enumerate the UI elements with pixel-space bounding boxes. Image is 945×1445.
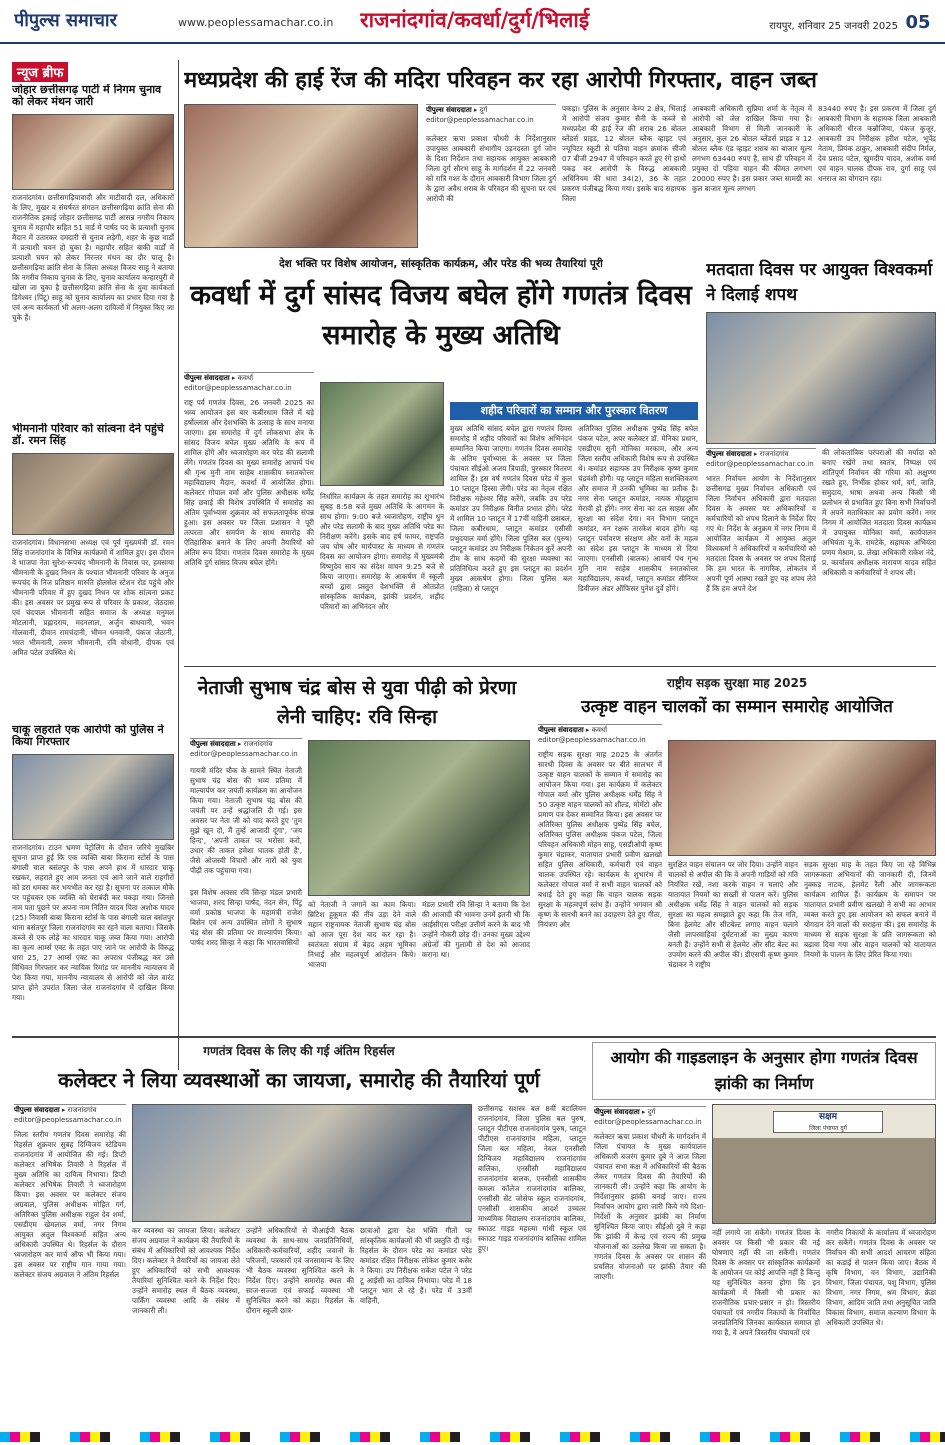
tableau-photo — [712, 1104, 936, 1224]
lead-col2: पकड़ा। पुलिस के अनुसार केम्प 2 क्षेत्र, भिलाई में आरोपी संजय कुमार सैनी के कब्जे से मध्यप्रदेश की हाई रेंज की शराब 26 बोतल ब्लेंडर्स प्राइड, 12 बोतल ब्लैक व्हाइट एवं ज्यूपिटर स्कूटी से पतिया वाहन क्रमांक सीजी 07 बीजी 2947 में परिवहन करते हुए रंगे हाथों पकड़ कर आरोपी के विरुद्ध आबकारी अधिनियम की धारा 34(2), 36 के तहत प्रकरण पंजीबद्ध किया गया। इसके बाद सहायक जिला — [562, 104, 686, 203]
netaji-photo — [308, 740, 530, 896]
brief2-photo — [12, 453, 174, 535]
brief1-title: जोहार छत्तीसगढ़ पार्टी में निगम चुनाव को लेकर मंथन जारी — [12, 84, 162, 109]
page-number: 05 — [905, 12, 931, 33]
voter-photo — [706, 312, 936, 444]
rehearsal-col5: छत्तीसगढ़ सशस्त्र बल 8वीं बटालियन राजनांदगांव, जिला पुलिस बल पुरुष, प्लाटून पीटीएस राजनांदगांव पुरुष, प्लाटून पीटीएस राजनांदगांव महिला, प्लाटून जिला बल महिला, नेवल एनसीसी दिग्विजय महाविद्यालय राजनांदगांव बालिका, एनसीसी महाविद्यालय राजनांदगांव बालक, एनसीसी शासकीय कमला कॉलेज राजनांदगांव बालिका, एनसीसी सेंट जोसेफ स्कूल राजनांदगांव, एनसीसी शासकीय आदर्श उच्चतर माध्यमिक विद्यालय राजनांदगांव बालिका, स्काउट गाइड महात्मा गांधी स्कूल एवं स्काउट गाइड राजनांदगांव बालिका शामिल हुए। — [478, 1104, 586, 1253]
road-headline: उत्कृष्ट वाहन चालकों का सम्मान समारोह आयोजित — [581, 697, 893, 717]
rehearsal-headline: कलेक्टर ने लिया व्यवस्थाओं का जायजा, समारोह की तैयारियां पूर्ण — [58, 1068, 540, 1092]
site-url: www.peoplessamachar.co.in — [178, 16, 334, 29]
road-photo — [668, 740, 936, 856]
color-registration-bar — [0, 1432, 945, 1442]
kawardha-subhead: शहीद परिवारों का सम्मान और पुरस्कार वितरण — [450, 402, 698, 420]
voter-col1: भारत निर्वाचन आयोग के निर्देशानुसार छत्तीसगढ़ मुख्य निर्वाचन अधिकारी एवं जिला निर्वाचन अधिकारी द्वारा मतदाता दिवस के अवसर पर अधिकारियों व कर्मचारियों को शपथ दिलाने के निर्देश दिए गए थे। निर्देश के अनुक्रम में नगर निगम में आयोजित कार्यक्रम में आयुक्त अतुल विश्वकर्मा ने अधिकारियों व कर्मचारियों को मतदाता दिवस के अवसर पर शपथ दिलाई कि हम भारत के नागरिक, लोकतंत्र में अपनी पूर्ण आस्था रखते हुए यह शपथ लेते हैं कि हम अपने देश — [706, 474, 816, 593]
rehearsal-col2: कर व्यवस्था का जायजा लिया। कलेक्टर संजय अग्रवाल ने कार्यक्रम की तैयारियों के संबंध में अधिकारियों को आवश्यक निर्देश दिए। कलेक्टर ने तैयारियों का जायजा लेते हुए अधिकारियों को सभी आवश्यक तैयारियां सुनिश्चित करने के निर्देश दिए। उन्होंने समारोह स्थल में बैठक व्यवस्था, पार्किंग व्यवस्था आदि के संबंध में जानकारी ली। — [132, 1226, 240, 1315]
netaji-headline: नेताजी सुभाष चंद्र बोस से युवा पीढ़ी को प्रेरणा लेनी चाहिए: रवि सिन्हा — [197, 677, 517, 728]
rehearsal-photo — [132, 1104, 472, 1222]
kawardha-col3: मुख्य अतिथि सांसद बघेल द्वारा गणतंत्र दिवस समारोह में शहीद परिवारों का विशेष अभिनंदन सम्मानित किया जाएगा। गणतंत्र दिवस समारोह के अंतिम पूर्वाभ्यास के अवसर पर जिला पंचायत सीईओ अजय त्रिपाठी, पुरस्कार वितरण शामिल हैं। इस वर्ष गणतंत्र दिवस परेड में कुल 10 प्लाटून हिस्सा लेंगी। परेड का नेतृत्व रक्षित निरीक्षक महेश्वर सिंह करेंगे, जबकि उप परेड कमांडर उप निरीक्षक विनीत प्रभात होंगे। परेड में शामिल 10 प्लाटून में 17वीं वाहिनी छसबल, जिला कबीरधाम, प्लाटून कमांडर एसीसी प्रभुदयाल वर्मा होंगे। जिला पुलिस बल (पुरुष) प्लाटून कमांडर उप निरीक्षक निकेतन कुर्रे अपनी टीम के साथ कदमों की सुरक्षा व्यवस्था का प्रतिनिधित्व करते हुए इस प्लाटून का प्रदर्शन मुख्य आकर्षण होगा। जिला पुलिस बल (महिला) से प्लाटून — [450, 424, 572, 593]
lead-byline: पीपुल्स संवाददाता ▸ दुर्ग editor@peoplessamachar.co.in — [426, 104, 556, 125]
brief3-title: चाकू लहराते एक आरोपी को पुलिस ने किया गिरफ्तार — [12, 724, 164, 749]
brief2-body: राजनांदगांव। विधानसभा अध्यक्ष एवं पूर्व मुख्यमंत्री डॉ. रमन सिंह राजनांदगांव के विभिन्न कार्यक्रमों में शामिल हुए। इस दौरान वे भाजपा नेता सुरेश-रूपचंद भीमनानी के निवास पर, हमसाया भीमनानी के दुखद निधन के पश्चात भीमनानी परिवार के अनुज रूपचंद के निज प्रतिष्ठान मारुति होलसेल स्टेशन रोड पहुंचे और भीमनानी परिवार में हुए दुखद निधन पर शोक सांत्वना प्रकट की। इस अवसर पर प्रमुख रूप से परिवार के प्रकाश, जेठदास एवं चंदपाल भीमनानी सहित समाज के अध्यक्ष मनुमल मोटलानी, प्रह्लादराय, मदनलाल, अर्जुन बाधवानी, भवन गोलवानी, दीवान रामचंदानी, भीमन धनवानी, पंकज जेठानी, भरत भीमनानी, तरुण भीमनानी, रवि वोधानी, दीपक एवं अमित पटेल उपस्थित थे। — [12, 538, 174, 657]
brand-logo — [14, 6, 164, 36]
netaji-col1: गायत्री मंदिर चौक के सामने स्थित नेताजी सुभाष चंद्र बोस की भव्य प्रतिमा में माल्यार्पण कर जयंती कार्यक्रम का आयोजन किया गया। नेताजी सुभाष चंद्र बोस की जयंती पर उन्हें श्रद्धांजलि दी गई। इस अवसर पर नेता जी को याद करते हुए 'तुम मुझे खून दो, मैं तुम्हें आजादी दूंगा', 'जय हिन्द', 'अपनी ताकत पर भरोसा करो, उधार की ताकत हमेशा घातक होती है', जैसे ओजस्वी विचारों और नारों को युवा पीढ़ी तक पहुंचाया गया। — [190, 766, 302, 875]
brief3-body: राजनांदगांव। टाउन भ्रमण पेट्रोलिंग के दौरान जरिये मुखबिर सूचना प्राप्त हुई कि एक व्यक्ति बाबा किराना स्टोर्स के पास बंगाली चाल बसंतपुर के पास अपने हाथ में धारदार चाकू रखकर, लहराते हुए आम जनता एवं आने जाने वाले राहगीरों को डरा धमका कर भयभीत कर रहा है। सूचना पर तत्काल मौके पर पहुंचकर एक व्यक्ति को घेराबंदी कर पकड़ा गया। जिनसे नाम पता पूछने पर अपना नाम नितिन यादव पिता अशोक यादव (25) निवासी बाबा किराना स्टोर्स के पास बंगाली चाल बसंतपुर थाना बसंतपुर जिला राजनांदगांव का रहने वाला बताया। जिसके कब्जे से एक लोहे का धारदार चाकू जब्त किया गया। आरोपी का कृत्य आर्म्स एक्ट के तहत पाए जाने पर आरोपी के विरुद्ध धारा 25, 27 आर्म्स एक्ट का अपराध पंजीबद्ध कर उसे विधिवत गिरफ्तार कर न्यायिक रिमांड पर माननीय न्यायालय में पेश किया गया, माननीय न्यायालय से आरोपी को जेल वारंट प्राप्त होने उपरांत जिला जेल राजनांदगांव में दाखिल किया गया। — [12, 843, 174, 1002]
brief-column — [12, 62, 174, 1082]
kawardha-col4: अतिरिक्त पुलिस अधीक्षक पुष्पेंद्र सिंह बघेल पंकज पटेल, अपर कलेक्टर डॉ. मेनिका प्रधान, एसडीएम सुनी मोनिका मरकाम, और अन्य जिला स्तरीय अधिकारी विशेष रूप से उपस्थित थे। कमांडर सहायक उप निरीक्षक कृष्ण कुमार चंद्रवंशी होंगी। यह प्लाटून महिला सशक्तिकरण और समाज में उनकी भूमिका का प्रतीक है। नगर सेना प्लाटून कमांडर, नायक मोहदूराम मेरावी हो होंगे। नगर सेना का दल साहस और सुरक्षा का संदेश देगा। वन विभाग प्लाटून कमांडर, वन रक्षक तारकेश बादव होंगे। यह प्लाटून पर्यावरण संरक्षण और वनों के महत्व का संदेश इस प्लाटून के माध्यम से दिया जाएगा। एनसीसी (बालक) आचार्य पंथ गृन्ध मुनि नाम साहेब शासकीय स्नातकोत्तर महाविद्यालय, कवर्धा, प्लाटून कमांडर सीनियर डिवीजन अंडर ऑफिसर पुनेश दुर्वे होंगे। — [578, 424, 698, 593]
road-kicker: राष्ट्रीय सड़क सुरक्षा माह 2025 — [666, 676, 808, 690]
col-divider — [178, 60, 179, 1070]
voter-col2: की लोकतांत्रिक परंपराओं की मर्यादा को बनाए रखेंगे तथा स्वतंत्र, निष्पक्ष एवं शांतिपूर्ण निर्वाचन की गरिमा को अक्षुण्ण रखते हुए, निर्भीक होकर धर्म, वर्ग, जाति, समुदाय, भाषा अथवा अन्य किसी भी प्रलोभन से प्रभावित हुए बिना सभी निर्वाचनों में अपने मताधिकार का प्रयोग करेंगे। नगर निगम में आयोजित मतदाता दिवस कार्यक्रम में उपायुक्त मोनिका वर्मा, कार्यपालन अभियंता यू.के. रामटेके, सहायक अभियंता प्रणय मेश्राम, प्र. लेखा अधिकारी राकेश नंदे, प्र. कार्यालय अधीक्षक नारायण यादव सहित अधिकारी व कर्मचारियों ने शपथ ली। — [822, 448, 936, 577]
rehearsal-col3: उन्होंने अधिकारियों से वीआईपी बैठक व्यवस्था के साथ-साथ जनप्रतिनिधियों, अधिकारी-कर्मचारियों, शहीद जवानों के परिजनों, पत्रकारों एवं जनसामान्य के लिए भी बैठक व्यवस्था सुनिश्चित करने के निर्देश दिए। उन्होंने समारोह स्थल की साज-सज्जा एवं सफाई व्यवस्था भी सुनिश्चित करने को कहा। रिहर्सल के दौरान स्कूली छात्र- — [246, 1226, 354, 1315]
brief3-photo — [12, 754, 174, 840]
lead-col3: आबकारी अधिकारी सुप्रिया शर्मा के नेतृत्व में आरोपी को जेल दाखिल किया गया है। आबकारी विभाग से मिली जानकारी के अनुसार, कुल 26 बोतल ब्लेंडर्स प्राइड व 12 बोतल ब्लैक एंड व्हाइट शराब का बाजार मूल्य लगभग 63440 रुपए है, साथ ही परिवहन में प्रयुक्त दो पहिया वाहन की कीमत लगभग 20000 रुपए है। इस प्रकार जब्त सामग्री का कुल बाजार मूल्य लगभग — [692, 104, 812, 193]
lead-photo — [184, 104, 418, 248]
rehearsal-byline: पीपुल्स संवाददाता ▸ राजनांदगांव editor@peoplessamachar.co.in — [14, 1104, 126, 1125]
tableau-col1: कलेक्टर ऋचा प्रकाश चौधरी के मार्गदर्शन में जिला पंचायत के मुख्य कार्यपालन अधिकारी बजरंग कुमार दुबे ने आज जिला पंचायत सभा कक्ष में अधिकारियों की बैठक लेकर गणतंत्र दिवस की तैयारियों की जानकारी ली। उन्होंने कहा कि आयोग के निर्देशानुसार झांकी बनाई जाए। राज्य निर्वाचन आयोग द्वारा जारी किये गये दिशा-निर्देशों के अनुसार झांकी का निर्माण सुनिश्चित किया जाए। सीईओ दुबे ने कहा कि झांकी में केन्द्र एवं राज्य की प्रमुख योजनाओं का उल्लेख किया जा सकता है। गणतंत्र दिवस के अवसर पर शासन की प्रचलित योजनाओं पर झांकी तैयार की जाएगी। — [594, 1132, 706, 1281]
lead-col4: 83440 रुपए है। इस प्रकरण में जिला दुर्ग आबकारी विभाग के सहायक जिला आबकारी अधिकारी धीरज कन्नौजिया, पंकज कुजूर, आबकारी उप निरीक्षक हरीश पटेल, भूपेंद्र नेताम, प्रियंक ठाकुर, आबकारी संदीप निर्मल, देव प्रसाद पटेल, खुमदीप यादव, अशोक वर्मा एवं वाहन चालक दीपक राव, दुर्गा साहू एवं धनराज का योगदान रहा। — [818, 104, 936, 183]
kawardha-col1: राष्ट्र पर्व गणतंत्र दिवस, 26 जनवरी 2025 का भव्य आयोजन इस बार कबीरधाम जिले में बड़े हर्षोल्लास और देशभक्ति के उत्साह के साथ मनाया जाएगा। इस समारोह में दुर्ग लोकसभा क्षेत्र के सांसद विजय बघेल मुख्य अतिथि के रूप में शामिल होंगे और ध्वजारोहण कर परेड की सलामी लेंगे। गणतंत्र दिवस का मुख्य समारोह आचार्य पंथ श्री गृन्ध मुनी नाम साहेब शासकीय स्नातकोत्तर महाविद्यालय मैदान, कवर्धा में आयोजित होगा। कलेक्टर गोपाल वर्मा और पुलिस अधीक्षक धर्मेंद्र सिंह छवाई की विशेष उपस्थिति में समारोह का अंतिम पूर्वाभ्यास शुक्रवार को सफलतापूर्वक संपन्न हुआ। इस अवसर पर जिला प्रशासन ने पूरी तत्परता और समर्पण के साथ समारोह की ऐतिहासिक बनाने के लिए अपनी तैयारियों को अंतिम रूप दिया। गणतंत्र दिवस समारोह के मुख्य अतिथि दुर्ग सांसद विजय बघेल होंगे। — [184, 398, 314, 567]
tableau-headline-box — [592, 1042, 936, 1100]
road-col1: राष्ट्रीय सड़क सुरक्षा माह 2025 के अंतर्गत सारथी दिवस के अवसर पर बीते सालभर में उत्कृष्ट वाहन चालकों के सम्मान में समारोह का आयोजन किया गया। इस कार्यक्रम में कलेक्टर गोपाल वर्मा और पुलिस अधीक्षक धर्मेंद्र सिंह ने 50 उत्कृष्ट वाहन चालकों को शील्ड, मोमेंटो और प्रमाण पत्र देकर सम्मानित किया। इस अवसर पर अतिरिक्त पुलिस अधीक्षक पुष्पेंद्र सिंह बघेल, अतिरिक्त पुलिस अधीक्षक पंकज पटेल, जिला परिवहन अधिकारी मोहन साहू, एसडीओपी कृष्ण कुमार चंद्राकर, यातायात प्रभारी प्रवीण खलखो सहित पुलिस अधिकारी, कर्मचारी एवं वाहन चालक उपस्थित रहे। कार्यक्रम के शुभारंभ में कलेक्टर गोपाल वर्मा ने सभी वाहन चालकों को बधाई देते हुए कहा कि वाहन चालक सड़क सुरक्षा के महत्वपूर्ण स्तंभ हैं। उन्होंने भगवान श्री कृष्ण के सारथी बनने का उदाहरण देते हुए गीता, नियंत्रण और — [538, 750, 662, 929]
rehearsal-kicker: गणतंत्र दिवस के लिए की गई अंतिम रिहर्सल — [203, 1044, 395, 1058]
rehearsal-col1: जिला स्तरीय गणतंत्र दिवस समारोह की रिहर्सल शुक्रवार सुबह दिग्विजय स्टेडियम राजनांदगांव में आयोजित की गई। डिप्टी कलेक्टर अभिषेक तिवारी ने रिहर्सल में मुख्य अतिथि का दायित्व निभाया। डिप्टी कलेक्टर अभिषेक तिवारी ने ध्वजारोहण किया। इस अवसर पर कलेक्टर संजय अग्रवाल, पुलिस अधीक्षक मोहित गर्ग, अतिरिक्त पुलिस अधीक्षक राहुल देव शर्मा, एसडीएम खेमलाल वर्मा, नगर निगम आयुक्त अतुल विश्वकर्मा सहित अन्य अधिकारी उपस्थित थे। रिहर्सल के दौरान ध्वजारोहण कर मार्च ऑफ भी किया गया। इस अवसर पर राष्ट्रीय गान गाया गया। कलेक्टर संजय अग्रवाल ने अंतिम रिहर्सल — [14, 1130, 126, 1279]
netaji-col4: मंडल प्रभारी रवि सिन्हा ने बताया कि देश की आजादी की भावना उनमें इतनी थी कि आईसीएस परीक्षा उत्तीर्ण करने के बाद भी उन्होंने नौकरी छोड़ दी। उनका मुख्य उद्देश्य अंग्रेजों की गुलामी से देश को आजाद कराना था। — [422, 900, 530, 959]
edition-cities: राजनांदगांव/कवर्धा/दुर्ग/भिलाई — [360, 8, 590, 32]
brief1-body: राजनांदगांव। छत्तीसगढ़ियावादी और माटीवादी दल, अधिकारों के लिए, मुखर व संघर्षरत संगठन छत्तीसगढ़िया क्रांति सेना की राजनीतिक इकाई जोहार छत्तीसगढ़ पार्टी आसन्न नगरीय निकाय चुनाव में महापौर सहित 51 वार्ड में पार्षद पद के प्रत्याशी चुनाव मैदान में उतारकर दमदारी से चुनाव लड़ेगी, शहर के कुछ वार्डों में प्रत्याशी चयन हो चुका है। महापौर सहित बाकी वार्डों में प्रत्याशी चयन को लेकर निरन्तर मंथन का दौर चालू है। छत्तीसगढ़िया क्रांति सेना के जिला अध्यक्ष विजय साहू ने बताया कि नगरीय निकाय चुनाव के लिए, चुनाव कार्यालय कन्हारपुरी में खोला जा चुका है छत्तीसगढ़िया क्रांति सेना के युवा कार्यकर्ता डिगेश्वर (पिंटू) साहू को चुनाव कार्यालय का प्रभार दिया गया है एवं अन्य कार्यकर्ता भी अलग-अलग दायित्वों में नियुक्त किए जा चुके हैं। — [12, 193, 174, 322]
tableau-headline: आयोग की गाइडलाइन के अनुसार होगा गणतंत्र दिवस झांकी का निर्माण — [610, 1048, 918, 1093]
road-col2: सुरक्षित वाहन संचालन पर जोर दिया। उन्होंने वाहन चालकों से अपील की कि वे अपनी गाड़ियों को गति नियंत्रित रखें, नशा करके वाहन न चलाएं और यातायात नियमों का सख्ती से पालन करें। पुलिस अधीक्षक धर्मेंद्र सिंह ने वाहन चालकों को सड़क सुरक्षा का महत्व समझाते हुए कहा कि तेज गति, बिना हेलमेट और सीटबेल्ट लगाए वाहन चलाने जैसी लापरवाहियां दुर्घटनाओं का मुख्य कारण बनती हैं। उन्होंने सभी से हेलमेट और सीट बेल्ट का उपयोग करने की अपील की। डीएसपी कृष्ण कुमार चंद्राकर ने राष्ट्रीय — [668, 860, 798, 969]
netaji-col2: इस विशेष अवसर रवि सिन्हा मंडल प्रभारी भाजपा, शरद सिन्हा पार्षद, नंदन सेन, पिंटू वर्मा प्रकोष्ठ भाजपा के महामंत्री राजेश बिसेन एवं अन्य उपस्थित लोगों ने सुभाष चंद्र बोस की प्रतिमा पर माल्यार्पण किया। पार्षद शरद सिन्हा ने कहा कि भारतवासियों — [190, 888, 302, 947]
voter-byline: पीपुल्स संवाददाता ▸ राजनांदगांव editor@peoplessamachar.co.in — [706, 448, 816, 469]
rehearsal-col4: छात्राओं द्वारा देश भक्ति गीतों पर सांस्कृतिक कार्यक्रमों की भी प्रस्तुति दी गई। रिहर्सल के दौरान परेड का कमांडर परेड कमांडर रक्षित निरीक्षक लोकेश कुमार कसेर ने किया। उप निरीक्षक राकेश पटेल ने परेड टू आईसी का दायित्व निभाया। परेड में 18 प्लाटून भाग ले रहे हैं। परेड में 33वीं वाहिनी, — [360, 1226, 472, 1305]
tableau-byline: पीपुल्स संवाददाता ▸ दुर्ग editor@peoplessamachar.co.in — [594, 1106, 706, 1127]
road-byline: पीपुल्स संवाददाता ▸ कवर्धा editor@peoplessamachar.co.in — [538, 724, 662, 745]
voter-headline: मतदाता दिवस पर आयुक्त विश्वकर्मा ने दिलाई शपथ — [706, 260, 933, 305]
kawardha-byline: पीपुल्स संवाददाता ▸ कवर्धा editor@peoplessamachar.co.in — [184, 372, 314, 393]
tableau-wall-sign: सक्षम जिला पंचायत दुर्ग — [773, 1111, 883, 1133]
kawardha-headline: कवर्धा में दुर्ग सांसद विजय बघेल होंगे गणतंत्र दिवस समारोह के मुख्य अतिथि — [190, 280, 692, 351]
brief2-title: भीमनानी परिवार को सांत्वना देने पहुंचे डॉ. रमन सिंह — [12, 423, 164, 448]
road-col3: सड़क सुरक्षा माह के तहत किए जा रहे विभिन्न जागरूकता अभियानों की जानकारी दी, जिनमें नुक्कड़ नाटक, हेलमेट रैली और जागरूकता कार्यक्रम शामिल हैं। कार्यक्रम के समापन पर यातायात प्रभारी प्रवीण खलखो ने सभी का आभार व्यक्त करते हुए इस आयोजन को सफल बनाने में योगदान देने वालों की सराहना की। इस समारोह के माध्यम से सड़क सुरक्षा के प्रति जागरूकता को बढ़ावा दिया गया और वाहन चालकों को यातायात नियमों के पालन के लिए प्रेरित किया गया। — [804, 860, 936, 959]
kawardha-col2: निर्धारित कार्यक्रम के तहत समारोह का शुभारंभ सुबह 8:58 बजे मुख्य अतिथि के आगमन के साथ होगा। 9:00 बजे ध्वजारोहण, राष्ट्रीय धुन और परेड सलामी के बाद मुख्य अतिथि परेड का निरीक्षण करेंगे। इसके बाद हर्ष फायर, राष्ट्रपति जय घोष और मार्चपास्ट के माध्यम से गणतंत्र दिवस का आयोजन होगा। समारोह में मुख्यमंत्री विष्णुदेव साय का संदेश वाचन 9:25 बजे से किया जाएगा। समारोह के आकर्षण में स्कूली बच्चों द्वारा प्रस्तुत देशभक्ति से ओतप्रोत सांस्कृतिक कार्यक्रम, झांकी प्रदर्शन, शहीद परिवारों का अभिनंदन और — [320, 492, 444, 611]
brief-label: न्यूज ब्रीफ — [12, 62, 174, 82]
tableau-col2: नहीं लगाये जा सकेंगे। गणतंत्र दिवस के अवसर पर किसी भी प्रकार की नई घोषणाएं नहीं की जा सकेंगी। गणतंत्र दिवस के अवसर पर सांस्कृतिक कार्यक्रमों के आयोजन पर कोई आपत्ति नहीं है किन्तु यह सुनिश्चित करना होगा कि इन कार्यक्रमों में किसी भी प्रकार का राजनीतिक प्रचार-प्रसार न हो। त्रिस्तरीय पंचायतों एवं नगरीय निकायों के निर्वाचित जनप्रतिनिधि जिनका कार्यकाल समाप्त हो गया है, वे अपने त्रिस्तरीय पंचायतों एवं — [712, 1228, 820, 1337]
section-rule-2 — [12, 1036, 936, 1038]
issue-date: रायपुर, शनिवार 25 जनवरी 2025 — [769, 21, 898, 32]
masthead — [0, 0, 945, 44]
netaji-byline: पीपुल्स संवाददाता ▸ राजनांदगांव editor@peoplessamachar.co.in — [190, 738, 302, 759]
section-rule — [184, 666, 936, 667]
tableau-col3: नगरीय निकायों के कार्यालय में ध्वजारोहण कर सकेंगे। गणतंत्र दिवस के अवसर पर निर्वाचन की सभी आदर्श आचरण संहिता का कड़ाई से पालन किया जाए। बैठक में कृषि विभाग, वन विभाग, उद्यानिकी विभाग, जिला पंचायत, पशु विभाग, पुलिस विभाग, नगर निगम, श्रम विभाग, क्रेडा विभाग, आदिम जाति तथा अनुसूचित जाति विकास विभाग, समाज कल्याण विभाग के अधिकारी उपस्थित थे। — [826, 1228, 936, 1327]
brief1-photo — [12, 114, 174, 190]
kawardha-kicker: देश भक्ति पर विशेष आयोजन, सांस्कृतिक कार्यक्रम, और परेड की भव्य तैयारियां पूरी — [279, 258, 603, 270]
lead-col1: कलेक्टर ऋचा प्रकाश चौधरी के निर्देशानुसार उपायुक्त आबकारी संभागीय उड़नदस्ता दुर्ग जोन के दिशा निर्देशन तथा सहायक आयुक्त आबकारी जिला दुर्ग सौरभ साहू के मार्गदर्शन में 22 जनवरी को रात्रि गश्त के दौरान आबकारी विभाग जिला दुर्ग के द्वारा अवैध शराब के परिवहन की सूचना पर एवं आरोपी की — [426, 134, 556, 203]
kawardha-photo — [320, 382, 444, 486]
netaji-col3: को नेताजी ने जगाने का काम किया। ब्रिटिश हुकूमत की नींव उड़ा देने वाले महान राष्ट्रनायक नेताजी सुभाष चंद्र बोस को आज पूरा देश याद कर रहा है। स्वतंत्रता संग्राम में बेहद अहम भूमिका निभाई और महत्वपूर्ण आंदोलन किये। भाजपा — [308, 900, 416, 969]
lead-headline: मध्यप्रदेश की हाई रेंज की मदिरा परिवहन कर रहा आरोपी गिरफ्तार, वाहन जब्त — [184, 68, 817, 93]
brand-name: पीपुल्स समाचार — [14, 10, 117, 31]
